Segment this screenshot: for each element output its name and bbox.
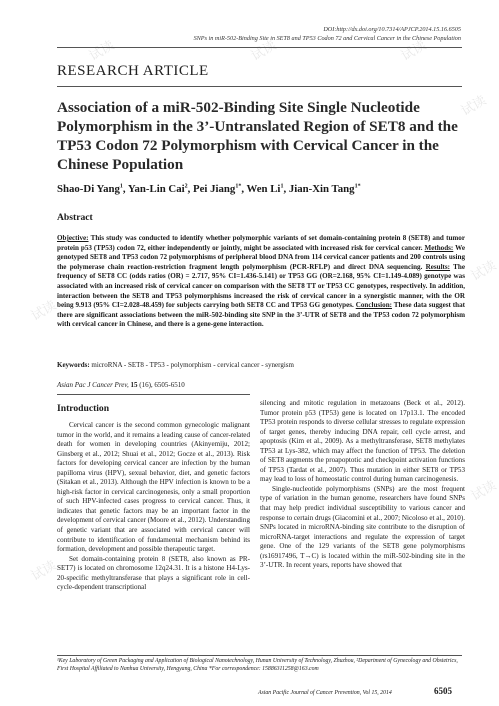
paragraph: Single-nucleotide polymorphisms (SNPs) are the most frequent type of variation in the human genome, researchers have found SNPs that may help predict individual susceptibility to various cancer and response to certain drugs (Giacomini et al., 2007; Nicoloso et al., 2010). SNPs located in microRNA-binding site contribute to the disruption of microRNA-target interactions and regulate the expression of target gene. One of the 129 variants of the SET8 gene polymorphisms (rs16917496, T→C) is located within the miR-502-binding site in the 3’-UTR. In recent years, reports have showed that [260, 484, 465, 570]
author-affil: 1 [280, 183, 284, 190]
abstract-body [57, 234, 465, 330]
page-number: 6505 [434, 686, 452, 696]
methods-text: We genotyped SET8 and TP53 codon 72 polymorphisms of peripheral blood DNA from 114 cervical cancer patients and 200 controls using the polymerase chain reaction-restriction fragment length polymorphism (PCR-RFLP) and direct DNA sequencing. [57, 243, 465, 271]
author-affil: 1* [235, 183, 242, 190]
author-affil: 1* [354, 183, 361, 190]
section-rule [57, 394, 250, 395]
watermark: 试读 [468, 258, 499, 285]
paragraph: Set domain-containing protein 8 (SET8, also known as PR-SET7) is located on chromosome 12q24.31. It is a histone H4-Lys-20-specific methyltransferase that plays a significant role in cell-cycle-dependent transcriptional [57, 554, 250, 592]
keywords [57, 361, 465, 369]
footer-journal: Asian Pacific Journal of Cancer Prevention, Vol 15, 2014 [258, 690, 392, 696]
abstract-heading: Abstract [57, 212, 93, 223]
author-list: Shao-Di Yang$^1$, Yan-Lin Cai$^2$, Pei Jiang$^{1*}$, Wen Li$^1$, Jian-Xin Tang$^{1*}$ [57, 183, 361, 195]
article-type-rule [57, 86, 462, 87]
watermark: 试读 [468, 478, 499, 505]
keywords-text: microRNA - SET8 - TP53 - polymorphism - cervical cancer - synergism [89, 361, 294, 369]
article-type: RESEARCH ARTICLE [57, 63, 209, 79]
author-name: Wen Li [246, 183, 281, 195]
results-label: Results: [425, 262, 451, 271]
affiliation-footnote: ¹Key Laboratory of Green Packaging and Application of Biological Nanotechnology, Hunan University of Technology, Zhuzhou, ²Department of Gynecology and Obstetrics, First Hospital Affiliated to Nanhua University, Hengyang, China *For correspondence: 15886311258@163.com [57, 658, 458, 672]
watermark: 试读 [458, 93, 490, 120]
watermark: 试读 [398, 38, 430, 65]
citation-journal: Asian Pac J Cancer Prev, [57, 381, 129, 389]
running-title: SNPs in miR-502-Binding Site in SET8 and TP53 Codon 72 and Cervical Cancer in the Chinese Population [193, 35, 461, 42]
citation [57, 381, 185, 389]
author-affil: 1 [119, 183, 123, 190]
watermark: 试读 [28, 298, 60, 325]
doi-line: DOI:http://dx.doi.org/10.7314/APJCP.2014.15.16.6505 [323, 26, 461, 33]
results-text: The frequency of SET8 CC (odds ratios (OR) = 2.717, 95% CI=1.436-5.141) or TP53 GG (OR=2.168, 95% CI=1.149-4.089) genotype was associated with an increased risk of cervical cancer on comparison with the SET8 TT or TP53 CC genotypes, respectively. In addition, interaction between the SET8 and TP53 polymorphisms increased the risk of cervical cancer in a synergistic manner, with the OR being 9.913 (95% CI=2.028-48.459) for subjects carrying both SET8 CC and TP53 GG genotypes. [57, 262, 465, 310]
watermark: 试读 [248, 38, 280, 65]
author-name: Yan-Lin Cai [127, 183, 185, 195]
methods-label: Methods: [424, 243, 454, 252]
paragraph: Cervical cancer is the second common gynecologic malignant tumor in the world, and it remains a leading cause of cancer-related death for women in developing countries (Akinyemiju, 2012; Ginsberg et al., 2012; Shuai et al., 2012; Gocze et al., 2013). Risk factors for developing cervical cancer are infection by the human papilloma virus (HPV), sexual behavior, diet, and genetic factors (Sitakan et al., 2013). Although the HPV infection is known to be a high-risk factor in cervical carcinogenesis, only a small proportion of such HPV-infected cases progress to cervical cancer. Thus, it indicates that genetic factors may be an important factor in the development of cervical cancer (Moore et al., 2012). Understanding of genetic variant that are associated with cervical cancer will contribute to identification of fundamental mechanism behind its formation, development and possible therapeutic target. [57, 421, 250, 554]
footnote-rule [57, 655, 462, 656]
right-column [260, 399, 465, 571]
objective-text: This study was conducted to identify whether polymorphic variants of set domain-containing protein 8 (SET8) and tumor protein p53 (TP53) codon 72, either independently or jointly, might be associated with increased risk for cervical cancer. [57, 234, 465, 252]
citation-issue: (16), [139, 381, 153, 389]
watermark: 试读 [28, 558, 60, 585]
left-column [57, 421, 250, 593]
conclusion-text: These data suggest that there are significant associations between the miR-502-binding site SNP in the 3’-UTR of SET8 and the TP53 codon 72 polymorphism with cervical cancer in Chinese, and there is a gene-gene interaction. [57, 301, 465, 329]
author-affil: 2 [184, 183, 188, 190]
keywords-label: Keywords: [57, 361, 90, 369]
objective-label: Objective: [57, 234, 89, 242]
watermark: 试读 [86, 38, 118, 65]
conclusion-label: Conclusion: [355, 301, 392, 310]
paragraph: silencing and mitotic regulation in metazoans (Beck et al., 2012). Tumor protein p53 (TP53) gene is located on 17p13.1. The encoded TP53 protein responds to diverse cellular stresses to regulate expression of target genes, thereby inducing DNA repair, cell cycle arrest, and apoptosis (Kim et al., 2009). As a methyltransferase, SET8 methylates TP53 at Lys-382, which may affect the function of TP53. The deletion of SET8 augments the proapoptotic and checkpoint activation functions of TP53 (Tardat et al., 2007). Thus mutation in either SET8 or TP53 may lead to loss of homeostatic control during human carcinogenesis. [260, 399, 465, 484]
citation-pages: 6505-6510 [154, 381, 185, 389]
introduction-heading: Introduction [57, 403, 110, 414]
article-title: Association of a miR-502-Binding Site Single Nucleotide Polymorphism in the 3’-Untranslated Region of SET8 and the TP53 Codon 72 Polymorphism with Cervical Cancer in the Chinese Population [57, 99, 458, 173]
author-name: Pei Jiang [193, 183, 236, 195]
citation-volume: 15 [130, 381, 138, 389]
author-name: Jian-Xin Tang [288, 183, 355, 195]
header-rule [57, 47, 462, 48]
author-name: Shao-Di Yang [57, 183, 120, 195]
